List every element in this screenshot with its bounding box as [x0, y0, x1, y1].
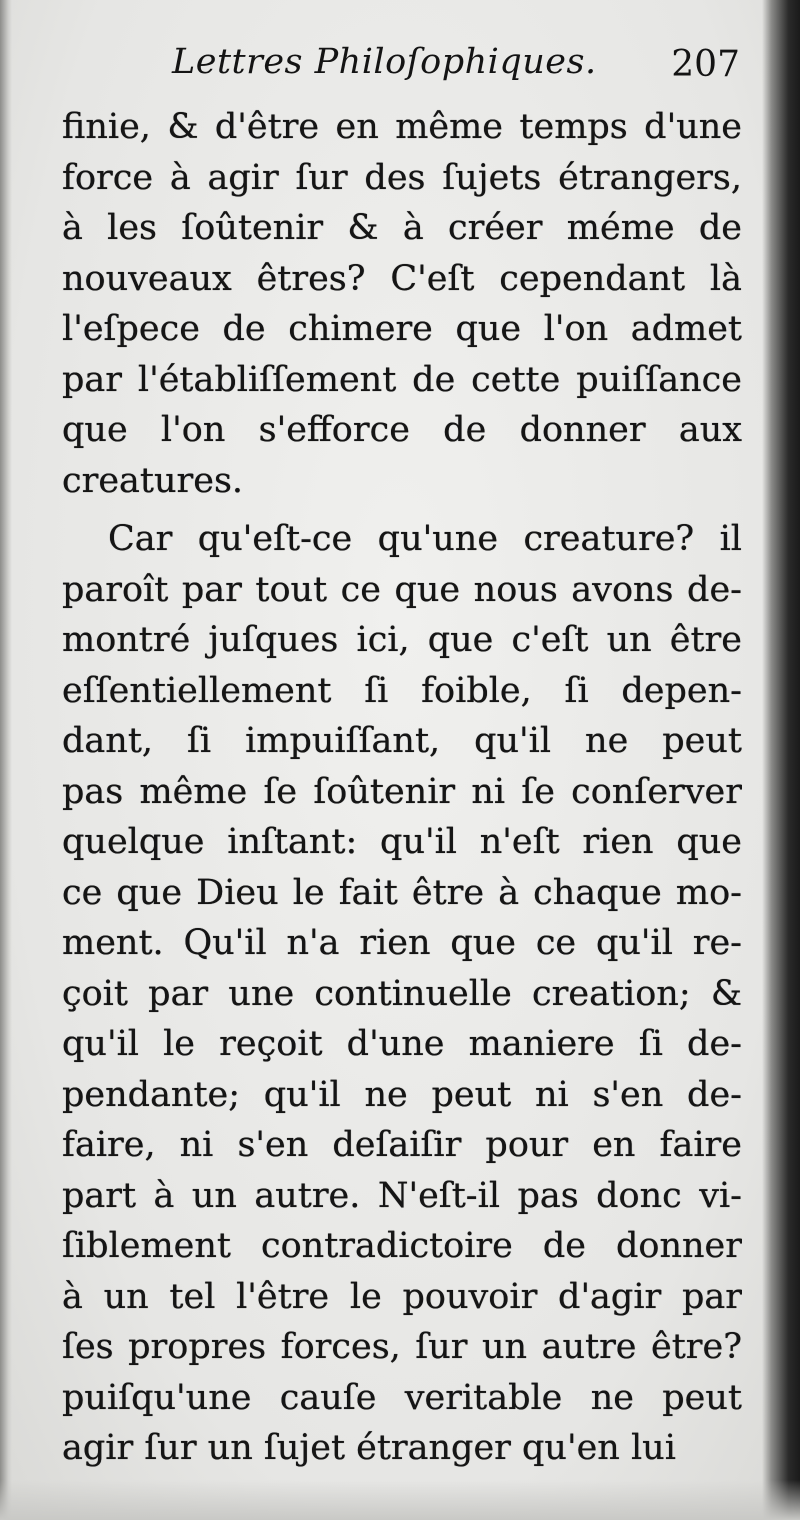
text-line: quelque inſtant: qu'il n'eſt rien que — [62, 822, 742, 862]
text-line: dant, ſi impuiſſant, qu'il ne peut — [62, 721, 742, 761]
text-line: faire, ni s'en deſaiſir pour en faire — [62, 1125, 742, 1165]
text-line: qu'il le reçoit d'une maniere ſi de- — [62, 1024, 742, 1064]
text-line: pendante; qu'il ne peut ni s'en de- — [62, 1074, 742, 1115]
text-line: que l'on s'efforce de donner aux — [62, 410, 742, 450]
paragraph — [62, 102, 742, 506]
page-gutter-shadow — [762, 0, 800, 1520]
text-line: agir ſur un ſujet étranger qu'en lui — [62, 1428, 676, 1468]
text-line: à un tel l'être le pouvoir d'agir par — [62, 1276, 742, 1317]
text-line: à les ſoûtenir & à créer méme de — [62, 208, 742, 248]
text-line: paroît par tout ce que nous avons de- — [62, 569, 742, 610]
text-line: ſiblement contradictoire de donner — [62, 1226, 742, 1266]
text-line: çoit par une continuelle creation; & — [62, 973, 742, 1014]
text-line: puiſqu'une cauſe veritable ne peut — [62, 1377, 742, 1418]
text-line: l'eſpece de chimere que l'on admet — [62, 309, 742, 349]
text-line: nouveaux êtres? C'eſt cependant là — [62, 258, 742, 299]
text-line: ce que Dieu le fait être à chaque mo- — [62, 872, 742, 913]
body-text — [62, 102, 742, 1474]
paragraph-gap — [62, 506, 742, 514]
text-line: par l'établiſſement de cette puiſſance — [62, 359, 742, 400]
text-line: eſſentiellement ſi foible, ſi depen- — [62, 670, 742, 711]
text-line: pas même ſe ſoûtenir ni ſe conſerver — [62, 771, 742, 812]
text-line: creatures. — [62, 460, 244, 501]
text-line: Car qu'eſt-ce qu'une creature? il — [108, 519, 742, 559]
running-title: Lettres Philoſophiques. — [172, 42, 597, 82]
text-line: ſes propres forces, ſur un autre être? — [62, 1327, 742, 1367]
page-bottom-shade — [0, 1480, 800, 1520]
running-head — [60, 42, 740, 102]
page-number: 207 — [671, 44, 740, 85]
page-left-edge-shadow — [0, 0, 12, 1520]
paragraph — [62, 514, 742, 1474]
text-line: force à agir ſur des ſujets étrangers, — [62, 157, 742, 198]
text-line: montré juſques ici, que c'eſt un être — [62, 620, 742, 660]
text-line: part à un autre. N'eſt-il pas donc vi- — [62, 1175, 742, 1216]
text-line: ment. Qu'il n'a rien que ce qu'il re- — [62, 923, 742, 963]
text-line: finie, & d'être en même temps d'une — [62, 107, 742, 147]
